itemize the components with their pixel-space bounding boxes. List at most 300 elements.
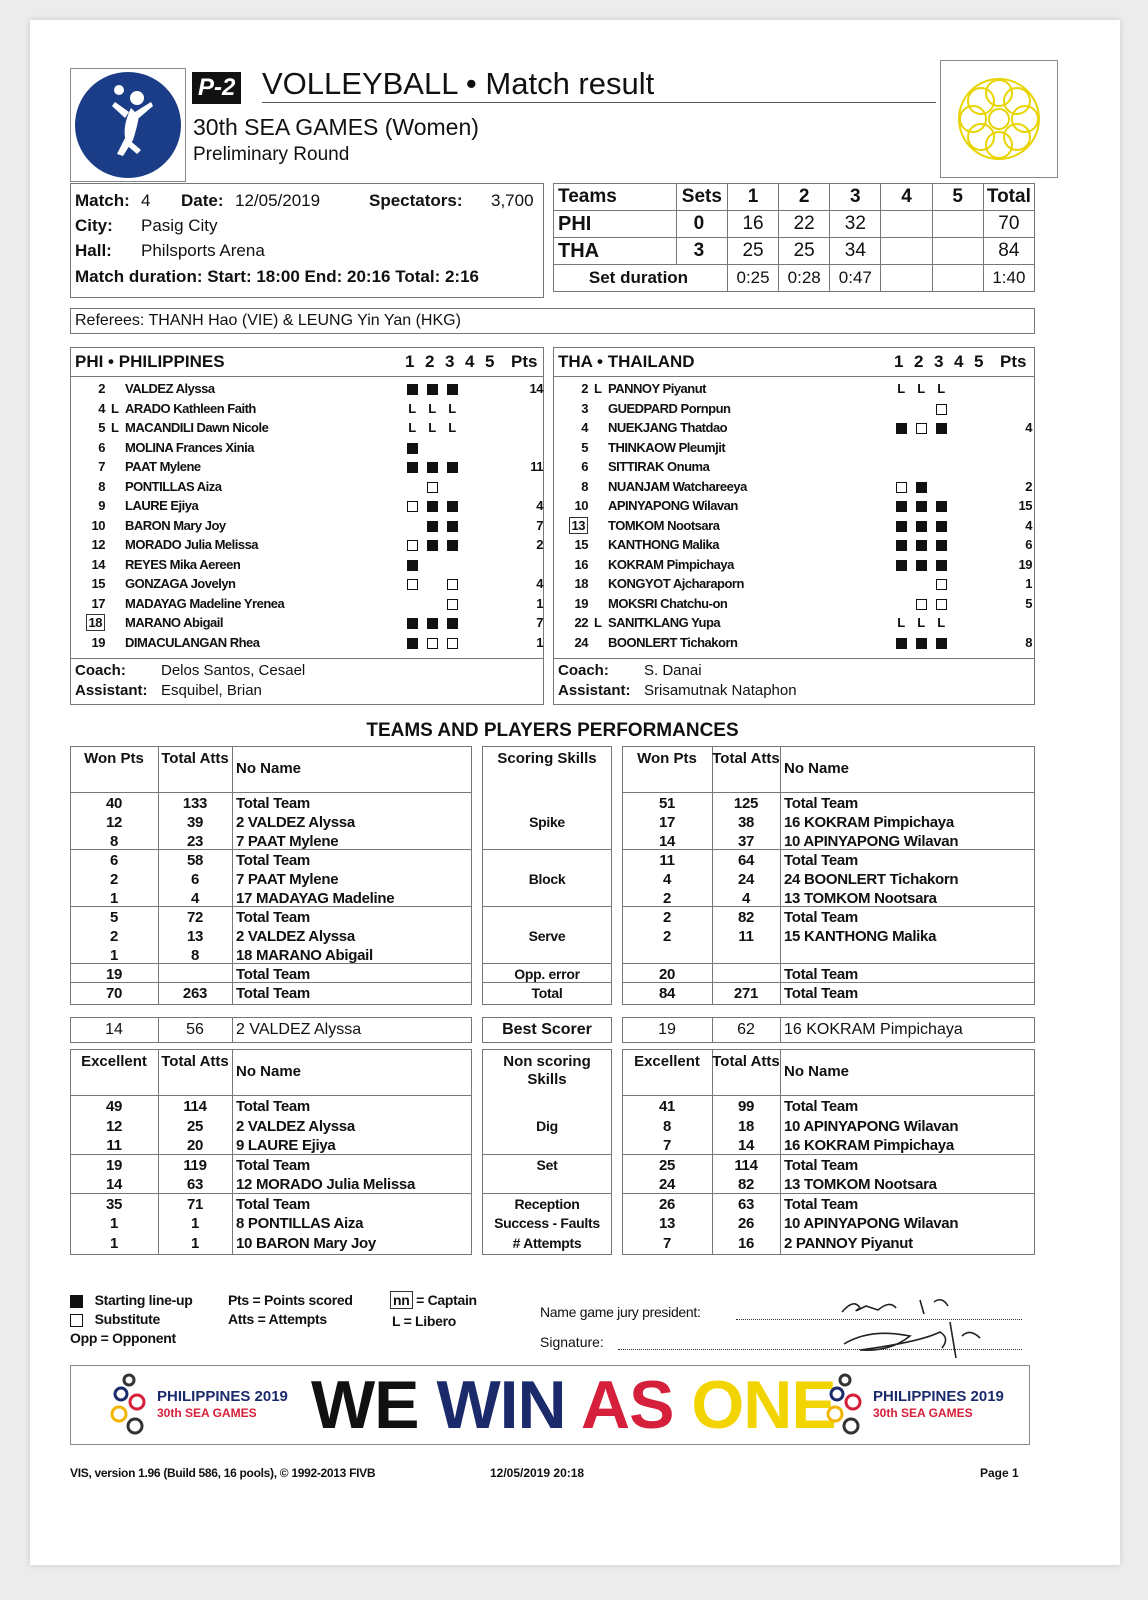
set-participation: [445, 535, 459, 555]
starting-square-icon: [447, 462, 458, 473]
set-participation: [914, 496, 928, 516]
set-participation: [914, 477, 928, 497]
set-participation: [425, 457, 439, 477]
performance-cell: 13 TOMKOM Nootsara: [784, 890, 937, 907]
libero-set-marker: L: [897, 615, 905, 630]
print-timestamp: 12/05/2019 20:18: [490, 1466, 585, 1480]
score-header: Total: [983, 184, 1034, 211]
player-number: 15: [574, 537, 588, 552]
player-number: 19: [574, 595, 588, 611]
title-rule: [262, 102, 936, 103]
starting-square-icon: [427, 384, 438, 395]
performance-cell: 7: [662, 1234, 672, 1252]
player-row: [554, 633, 1032, 653]
set-participation: [914, 535, 928, 555]
set-participation: [405, 457, 419, 477]
set-header: 1: [894, 352, 904, 371]
performance-cell: Total Team: [236, 1195, 310, 1213]
score-header: 1: [727, 184, 778, 211]
score-header: 4: [881, 184, 932, 211]
divider: [554, 376, 1034, 377]
set-duration: 0:25: [727, 265, 778, 292]
set-participation: [425, 516, 439, 536]
performance-cell: 14: [658, 833, 676, 850]
team-name: THA • THAILAND: [558, 352, 695, 371]
volleyball-player-icon: [75, 72, 181, 178]
player-name: DIMACULANGAN Rhea: [125, 634, 260, 650]
legend-libero: L = Libero: [392, 1313, 457, 1329]
set-participation: [425, 477, 439, 497]
set-score: 32: [830, 211, 881, 238]
player-row: [71, 379, 541, 399]
player-points: 8: [1025, 634, 1032, 650]
legend-captain-text: = Captain: [416, 1292, 477, 1308]
set-participation: [894, 496, 908, 516]
performance-cell: 70: [105, 985, 123, 1002]
phi-roster: [70, 347, 544, 705]
flower-icon: [941, 61, 1057, 177]
software-version: VIS, version 1.96 (Build 586, 16 pools), © 1992-2013 FIVB: [70, 1466, 376, 1480]
player-row: [71, 633, 541, 653]
city-label: City:: [75, 216, 113, 235]
hall-value: Philsports Arena: [141, 241, 265, 260]
set-header: 3: [445, 352, 455, 371]
performance-cell: 1: [190, 1215, 200, 1232]
starting-square-icon: [936, 638, 947, 649]
score-row-phi: [554, 211, 1035, 238]
player-row: [554, 574, 1032, 594]
performance-cell: 26: [737, 1215, 755, 1232]
performance-cell: 2: [662, 928, 672, 945]
date-label: Date:: [181, 191, 224, 210]
column-header: No Name: [236, 1063, 302, 1080]
performance-cell: 4: [190, 890, 200, 907]
set-score: [881, 211, 932, 238]
set-participation: [894, 555, 908, 575]
header-rule: [622, 1095, 1035, 1096]
player-row: [554, 418, 1032, 438]
column-header: Total Atts: [712, 1053, 780, 1070]
performance-cell: 26: [658, 1195, 676, 1213]
performance-cell: 8: [662, 1117, 672, 1135]
performance-cell: 4: [662, 871, 672, 888]
player-row: [554, 555, 1032, 575]
starting-square-icon: [447, 384, 458, 395]
team-code: THA: [554, 238, 677, 265]
header-rule: [622, 792, 1035, 793]
libero-set-marker: L: [448, 420, 456, 435]
substitute-square-icon: [407, 501, 418, 512]
set-header: 2: [914, 352, 924, 371]
performance-cell: 39: [186, 814, 204, 831]
libero-set-marker: L: [897, 381, 905, 396]
performance-cell: 19: [105, 966, 123, 983]
player-number: [83, 613, 105, 633]
libero-set-marker: L: [937, 615, 945, 630]
player-number: 10: [574, 498, 588, 513]
starting-square-icon: [447, 501, 458, 512]
substitute-square-icon: [896, 482, 907, 493]
set-participation: [445, 496, 459, 516]
banner-left-subtitle: 30th SEA GAMES: [157, 1406, 257, 1420]
substitute-square-icon: [407, 579, 418, 590]
player-name: PAAT Mylene: [125, 459, 201, 474]
player-name: MOLINA Frances Xinia: [125, 439, 254, 455]
performance-cell: 16 KOKRAM Pimpichaya: [784, 1137, 954, 1154]
player-name: GUEDPARD Pornpun: [608, 400, 731, 416]
performance-cell: 40: [105, 795, 123, 812]
performance-cell: 7 PAAT Mylene: [236, 871, 339, 888]
skill-label: Serve: [528, 928, 566, 944]
banner-left-title: PHILIPPINES 2019: [157, 1388, 288, 1405]
pts-header: Pts: [511, 352, 538, 371]
libero-set-marker: L: [408, 400, 416, 416]
player-number: 7: [98, 459, 105, 474]
sea-games-flower-logo: [940, 60, 1058, 178]
total-duration: 1:40: [983, 265, 1034, 292]
skill-label: Reception: [514, 1195, 580, 1212]
libero-marker: L: [111, 420, 119, 435]
set-participation: [934, 516, 948, 536]
player-name: NUEKJANG Thatdao: [608, 420, 728, 435]
set-header: 2: [425, 352, 435, 371]
starting-square-icon: [407, 384, 418, 395]
performance-cell: 5: [109, 909, 119, 926]
column-header: Non scoring Skills: [503, 1053, 591, 1088]
captain-box: nn: [390, 1291, 413, 1309]
score-header: Sets: [676, 184, 727, 211]
starting-square-icon: [916, 560, 927, 571]
player-name: MARANO Abigail: [125, 615, 223, 630]
assistant-name: Esquibel, Brian: [161, 682, 262, 699]
performance-cell: 2 PANNOY Piyanut: [784, 1234, 913, 1252]
performance-cell: 2: [109, 871, 119, 888]
performance-cell: 14: [105, 1176, 123, 1193]
player-row: [71, 477, 541, 497]
slogan-word-win: WIN: [436, 1367, 566, 1443]
player-points: 14: [529, 381, 543, 396]
tha-roster: [553, 347, 1035, 705]
set-participation: [934, 535, 948, 555]
starting-square-icon: [916, 540, 927, 551]
player-points: 4: [1025, 517, 1032, 533]
substitute-square-icon: [936, 579, 947, 590]
performance-cell: Total Team: [784, 985, 858, 1002]
column-header: Excellent: [81, 1053, 147, 1070]
player-row: [554, 496, 1032, 516]
slogan-word-one: ONE: [691, 1367, 836, 1443]
player-points: 11: [530, 459, 543, 474]
player-number: 6: [581, 459, 588, 474]
performance-cell: 49: [105, 1098, 123, 1115]
performance-cell: 17 MADAYAG Madeline: [236, 890, 395, 907]
performance-cell: Total Team: [236, 985, 310, 1002]
libero-marker: L: [594, 615, 602, 630]
set-participation: [934, 555, 948, 575]
player-name: APINYAPONG Wilavan: [608, 498, 738, 513]
sets-won: 0: [676, 211, 727, 238]
performance-cell: 35: [105, 1195, 123, 1213]
coach-name: Delos Santos, Cesael: [161, 662, 306, 679]
total-score: 70: [983, 211, 1034, 238]
player-name: REYES Mika Aereen: [125, 556, 241, 572]
player-points: 6: [1025, 537, 1032, 552]
column-header: Total Atts: [712, 750, 780, 767]
performance-cell: 1: [109, 1215, 119, 1232]
column-header: Excellent: [634, 1053, 700, 1070]
player-name: KOKRAM Pimpichaya: [608, 556, 734, 572]
slogan-word-as: AS: [581, 1367, 674, 1443]
performance-cell: Total Team: [784, 852, 858, 869]
player-row: [71, 496, 541, 516]
score-header: Teams: [554, 184, 677, 211]
skill-label: Block: [528, 871, 566, 887]
assistant-label: Assistant:: [75, 682, 148, 699]
set-participation: [934, 496, 948, 516]
set-score: 25: [779, 238, 830, 265]
performance-cell: Total Team: [236, 852, 310, 869]
performance-cell: 72: [186, 909, 204, 926]
set-score: 25: [727, 238, 778, 265]
starting-square-icon: [896, 423, 907, 434]
assistant-label: Assistant:: [558, 682, 631, 699]
skill-label: Opp. error: [514, 966, 580, 982]
coach-label: Coach:: [558, 662, 609, 679]
banner-right-title: PHILIPPINES 2019: [873, 1388, 1004, 1405]
libero-set-marker: L: [917, 615, 925, 630]
player-number: 10: [91, 517, 105, 533]
total-score: 84: [983, 238, 1034, 265]
set-participation: [445, 594, 459, 614]
skill-label: Total: [531, 985, 563, 1001]
performance-cell: 41: [658, 1098, 676, 1115]
set-participation: [934, 399, 948, 419]
performance-cell: 58: [186, 852, 204, 869]
score-row-tha: [554, 238, 1035, 265]
city-value: Pasig City: [141, 216, 218, 235]
player-number: 12: [91, 537, 105, 552]
player-row: [554, 399, 1024, 419]
performance-cell: 1: [109, 947, 119, 964]
set-participation: [405, 574, 419, 594]
player-points: 7: [536, 615, 543, 630]
substitute-square-icon: [447, 638, 458, 649]
column-header: No Name: [784, 760, 850, 777]
starting-square-icon: [896, 540, 907, 551]
player-number: 6: [98, 439, 105, 455]
starting-square-icon: [407, 560, 418, 571]
performance-cell: 2 VALDEZ Alyssa: [236, 1117, 355, 1135]
starting-square-icon: [896, 501, 907, 512]
performance-cell: 11: [659, 852, 675, 869]
performance-cell: 1: [109, 1234, 119, 1252]
match-date: 12/05/2019: [235, 191, 321, 210]
player-number: 8: [581, 478, 588, 494]
match-duration: Match duration: Start: 18:00 End: 20:16 Total: 2:16: [75, 267, 479, 286]
match-result-sheet: [30, 20, 1120, 1565]
performance-cell: 11: [738, 928, 754, 945]
performance-cell: 16: [737, 1234, 755, 1252]
player-row: [554, 477, 1032, 497]
legend-starting: [70, 1292, 192, 1308]
player-row: [71, 516, 541, 536]
substitute-square-icon: [936, 599, 947, 610]
performance-cell: 38: [737, 814, 755, 831]
set-duration: [881, 265, 932, 292]
starting-square-icon: [896, 521, 907, 532]
player-number: 2: [581, 381, 588, 396]
sets-won: 3: [676, 238, 727, 265]
divider: [554, 658, 1034, 659]
performance-cell: 125: [733, 795, 759, 812]
competition-name: 30th SEA GAMES (Women): [193, 114, 479, 140]
libero-set-marker: L: [428, 400, 436, 416]
player-name: PANNOY Piyanut: [608, 381, 706, 396]
performance-cell: 19: [105, 1156, 123, 1174]
libero-set-marker: L: [408, 420, 416, 435]
handwritten-signature: [830, 1292, 990, 1372]
player-row: [554, 613, 1024, 633]
document-code: P-2: [192, 72, 241, 104]
set-participation: [914, 633, 928, 653]
best-scorer-cell: 19: [658, 1021, 676, 1038]
performance-cell: 12: [105, 1117, 123, 1135]
set-header: 1: [405, 352, 415, 371]
column-header: No Name: [236, 760, 302, 777]
player-number: 15: [91, 576, 105, 591]
volleyball-logo: [70, 68, 186, 182]
performance-cell: 11: [106, 1137, 122, 1154]
player-number: [566, 516, 588, 536]
player-row: [71, 555, 541, 575]
starting-square-icon: [427, 501, 438, 512]
set-participation: [894, 633, 908, 653]
player-name: NUANJAM Watchareeya: [608, 478, 747, 494]
performance-cell: 8: [190, 947, 200, 964]
starting-square-icon: [427, 521, 438, 532]
column-header: Total Atts: [161, 750, 229, 767]
starting-square-icon: [447, 521, 458, 532]
starting-square-icon: [936, 501, 947, 512]
performance-cell: 23: [186, 833, 204, 850]
player-number: 22: [574, 615, 588, 630]
player-number: 16: [574, 556, 588, 572]
set-participation: [914, 418, 928, 438]
set-participation: [445, 379, 459, 399]
performance-cell: 71: [186, 1195, 204, 1213]
performance-cell: Total Team: [784, 966, 858, 983]
starting-square-icon: [916, 638, 927, 649]
starting-square-icon: [407, 443, 418, 454]
group-rule: [482, 849, 612, 850]
spectators-label: Spectators:: [369, 191, 463, 210]
coach-name: S. Danai: [644, 662, 702, 679]
performance-cell: 10 BARON Mary Joy: [236, 1234, 376, 1252]
performance-cell: 63: [186, 1176, 204, 1193]
performance-cell: 13: [658, 1215, 676, 1232]
substitute-square-icon: [447, 599, 458, 610]
libero-set-marker: L: [448, 400, 456, 416]
legend-opp: Opp = Opponent: [70, 1330, 176, 1346]
performance-cell: 2: [109, 928, 119, 945]
player-row: [71, 613, 541, 633]
starting-square-icon: [896, 560, 907, 571]
set-participation: [445, 574, 459, 594]
substitute-square-icon: [407, 540, 418, 551]
starting-square-icon: [407, 638, 418, 649]
hall-label: Hall:: [75, 241, 112, 260]
player-row: [71, 594, 541, 614]
team-code: PHI: [554, 211, 677, 238]
round-name: Preliminary Round: [193, 144, 350, 165]
divider: [71, 658, 543, 659]
spectators-count: 3,700: [491, 191, 534, 210]
player-number: 14: [91, 556, 105, 572]
performance-cell: 18 MARANO Abigail: [236, 947, 373, 964]
performance-cell: 114: [183, 1098, 207, 1115]
set-participation: [445, 613, 459, 633]
starting-square-icon: [427, 462, 438, 473]
performance-cell: 263: [182, 985, 208, 1002]
libero-set-marker: L: [917, 381, 925, 396]
libero-set-marker: L: [428, 420, 436, 435]
performance-cell: 25: [658, 1156, 676, 1174]
performance-cell: 8: [109, 833, 119, 850]
set-participation: [405, 496, 419, 516]
performance-cell: 13: [186, 928, 204, 945]
player-points: 19: [1018, 556, 1032, 572]
skill-label: Success - Faults: [494, 1215, 600, 1231]
performance-cell: Total Team: [784, 1098, 858, 1115]
set-participation: [445, 516, 459, 536]
performance-cell: 18: [737, 1117, 755, 1135]
player-points: 2: [1025, 478, 1032, 494]
performance-cell: 13 TOMKOM Nootsara: [784, 1176, 937, 1193]
player-number: 4: [98, 400, 105, 416]
performance-cell: Total Team: [784, 795, 858, 812]
performance-cell: 51: [658, 795, 676, 812]
skill-label: Dig: [536, 1117, 558, 1134]
performances-title: TEAMS AND PLAYERS PERFORMANCES: [366, 720, 739, 741]
performance-cell: 37: [737, 833, 755, 850]
performance-cell: 63: [737, 1195, 755, 1213]
performance-cell: 99: [737, 1098, 755, 1115]
performance-cell: 25: [186, 1117, 204, 1135]
performance-cell: Total Team: [236, 1098, 310, 1115]
skill-label: Set: [536, 1156, 558, 1173]
column-header: Scoring Skills: [497, 750, 597, 767]
set-header: 3: [934, 352, 944, 371]
player-name: SANITKLANG Yupa: [608, 615, 721, 630]
set-participation: [405, 555, 419, 575]
captain-number-box: 18: [86, 614, 105, 631]
page-number: Page 1: [980, 1466, 1019, 1480]
performance-cell: 4: [741, 890, 751, 907]
set-score: 16: [727, 211, 778, 238]
performance-cell: 20: [658, 966, 676, 983]
performance-cell: 2: [662, 909, 672, 926]
set-participation: [425, 633, 439, 653]
substitute-square-icon: [916, 423, 927, 434]
player-name: MACANDILI Dawn Nicole: [125, 420, 269, 435]
pts-header: Pts: [1000, 352, 1027, 371]
set-header: 4: [954, 352, 964, 371]
group-rule: [482, 906, 612, 907]
performance-cell: 114: [734, 1156, 758, 1174]
set-header: 5: [485, 352, 495, 371]
performance-cell: 12 MORADO Julia Melissa: [236, 1176, 415, 1193]
set-header: 4: [465, 352, 475, 371]
